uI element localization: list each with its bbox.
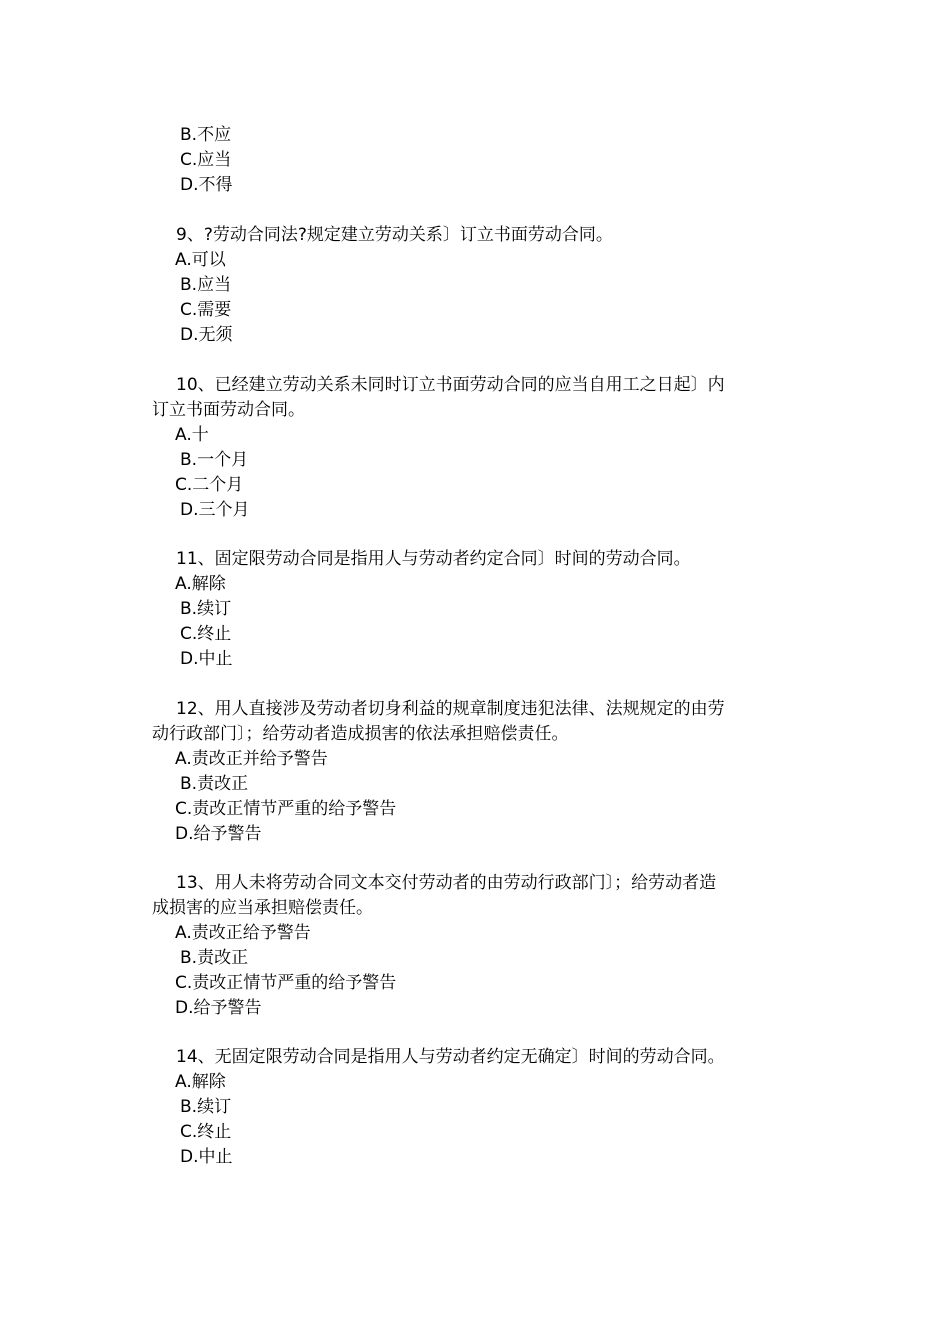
question-13-option-d: D.给予警告 <box>175 998 262 1018</box>
question-13-option-a: A.责改正给予警告 <box>175 923 311 943</box>
question-11-option-d: D.中止 <box>180 649 233 669</box>
question-9-text: 9、?劳动合同法?规定建立劳动关系〕订立书面劳动合同。 <box>176 225 613 245</box>
question-12-option-b: B.责改正 <box>180 774 249 794</box>
question-9-option-b: B.应当 <box>180 275 232 295</box>
question-13-option-b: B.责改正 <box>180 948 249 968</box>
question-10-text-cont: 订立书面劳动合同。 <box>152 400 305 420</box>
question-12-text: 12、用人直接涉及劳动者切身利益的规章制度违犯法律、法规规定的由劳 <box>176 699 725 719</box>
question-14-option-c: C.终止 <box>180 1122 232 1142</box>
question-9-option-a: A.可以 <box>175 250 226 270</box>
question-13-text-cont: 成损害的应当承担赔偿责任。 <box>152 898 373 918</box>
question-14-option-d: D.中止 <box>180 1147 233 1167</box>
question-9-option-c: C.需要 <box>180 300 232 320</box>
question-10-option-a: A.十 <box>175 425 209 445</box>
question-14-option-b: B.续订 <box>180 1097 232 1117</box>
option-c: C.应当 <box>180 150 232 170</box>
question-13-text: 13、用人未将劳动合同文本交付劳动者的由劳动行政部门〕；给劳动者造 <box>176 873 717 893</box>
question-12-option-d: D.给予警告 <box>175 824 262 844</box>
question-10-option-d: D.三个月 <box>180 500 250 520</box>
question-12-option-a: A.责改正并给予警告 <box>175 749 328 769</box>
question-11-option-b: B.续订 <box>180 599 232 619</box>
question-9-option-d: D.无须 <box>180 325 233 345</box>
question-11-option-c: C.终止 <box>180 624 232 644</box>
question-10-option-c: C.二个月 <box>175 475 244 495</box>
question-12-text-cont: 动行政部门〕；给劳动者造成损害的依法承担赔偿责任。 <box>152 724 569 744</box>
question-14-text: 14、无固定限劳动合同是指用人与劳动者约定无确定〕时间的劳动合同。 <box>176 1047 725 1067</box>
question-11-option-a: A.解除 <box>175 574 226 594</box>
option-d: D.不得 <box>180 175 233 195</box>
question-10-option-b: B.一个月 <box>180 450 249 470</box>
option-b: B.不应 <box>180 125 232 145</box>
question-13-option-c: C.责改正情节严重的给予警告 <box>175 973 397 993</box>
question-10-text: 10、已经建立劳动关系未同时订立书面劳动合同的应当自用工之日起〕内 <box>176 375 725 395</box>
question-11-text: 11、固定限劳动合同是指用人与劳动者约定合同〕时间的劳动合同。 <box>176 549 691 569</box>
question-12-option-c: C.责改正情节严重的给予警告 <box>175 799 397 819</box>
question-14-option-a: A.解除 <box>175 1072 226 1092</box>
